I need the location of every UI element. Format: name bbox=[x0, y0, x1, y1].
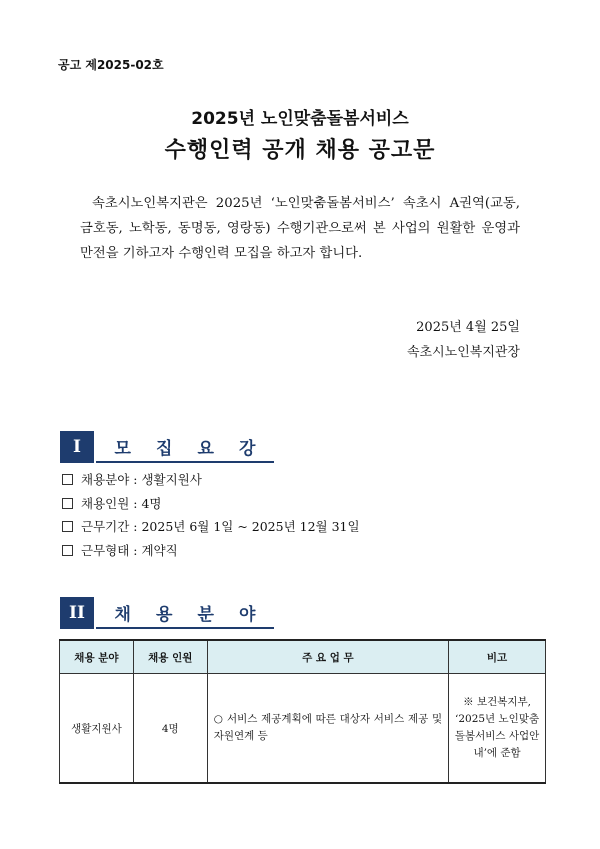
list-item bbox=[62, 515, 360, 539]
section-2-char: 용 bbox=[156, 604, 173, 625]
checkbox-icon bbox=[62, 498, 73, 509]
section-1-heading bbox=[60, 431, 274, 463]
checkbox-icon bbox=[62, 521, 73, 532]
cell-note: ※ 보건복지부, ‘2025년 노인맞춤돌봄서비스 사업안내’에 준함 bbox=[449, 674, 546, 784]
section-2-title bbox=[96, 597, 274, 629]
requirements-list bbox=[62, 468, 360, 562]
section-2-char: 채 bbox=[114, 604, 131, 625]
section-1-title bbox=[96, 431, 274, 463]
section-1-char: 강 bbox=[239, 438, 256, 459]
table-row bbox=[60, 674, 546, 784]
section-2-number: II bbox=[60, 597, 94, 629]
section-1-number: I bbox=[60, 431, 94, 463]
header-field: 채용 분야 bbox=[60, 640, 134, 674]
header-duty: 주 요 업 무 bbox=[207, 640, 448, 674]
body-paragraph: 속초시노인복지관은 2025년 ‘노인맞춤돌봄서비스’ 속초시 A권역(교동, 금호동, 노학동, 동명동, 영랑동) 수행기관으로써 본 사업의 원활한 운영과 만전을 기하고자 수행인력 모집을 하고자 합니다. bbox=[80, 196, 520, 261]
checkbox-icon bbox=[62, 545, 73, 556]
notice-date: 2025년 4월 25일 bbox=[416, 320, 520, 335]
section-2-char: 분 bbox=[197, 604, 214, 625]
requirement-text: 근무기간 : 2025년 6월 1일 ~ 2025년 12월 31일 bbox=[81, 519, 360, 534]
section-1-char: 요 bbox=[197, 438, 214, 459]
section-1-char: 모 bbox=[114, 438, 131, 459]
notice-number: 공고 제2025-02호 bbox=[58, 58, 164, 72]
issuer: 속초시노인복지관장 bbox=[406, 345, 520, 360]
title-line-1: 2025년 노인맞춤돌봄서비스 bbox=[191, 109, 409, 129]
list-item bbox=[62, 539, 360, 563]
title-line-2: 수행인력 공개 채용 공고문 bbox=[164, 138, 436, 163]
job-table bbox=[59, 639, 546, 784]
cell-duty: ○ 서비스 제공계획에 따른 대상자 서비스 제공 및 자원연계 등 bbox=[207, 674, 448, 784]
cell-field: 생활지원사 bbox=[60, 674, 134, 784]
list-item bbox=[62, 492, 360, 516]
section-1-char: 집 bbox=[156, 438, 173, 459]
table-header-row bbox=[60, 640, 546, 674]
header-count: 채용 인원 bbox=[133, 640, 207, 674]
requirement-text: 채용분야 : 생활지원사 bbox=[81, 472, 202, 487]
requirement-text: 채용인원 : 4명 bbox=[81, 495, 162, 511]
checkbox-icon bbox=[62, 474, 73, 485]
section-2-heading bbox=[60, 597, 274, 629]
requirement-text: 근무형태 : 계약직 bbox=[81, 542, 178, 558]
section-2-char: 야 bbox=[239, 604, 256, 625]
list-item bbox=[62, 468, 360, 492]
header-note: 비고 bbox=[449, 640, 546, 674]
cell-count: 4명 bbox=[133, 674, 207, 784]
